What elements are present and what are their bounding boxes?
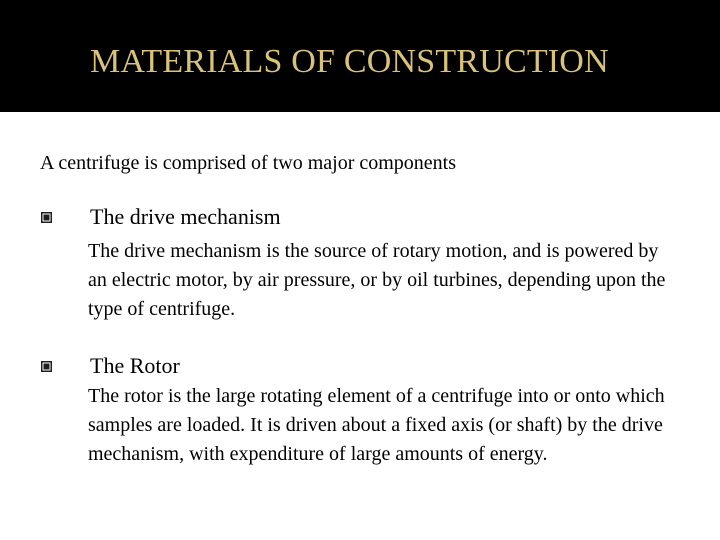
intro-text: A centrifuge is comprised of two major components xyxy=(40,152,457,174)
section-body-drive-mechanism: The drive mechanism is the source of rotary motion, and is powered by an electric motor, by air pressure, or by oil turbines, depending upon the type of centrifuge. xyxy=(88,240,666,320)
title-band xyxy=(0,0,720,112)
checkbox-bullet-icon xyxy=(41,361,52,372)
section-heading-drive-mechanism: The drive mechanism xyxy=(90,204,281,229)
section-heading-rotor: The Rotor xyxy=(90,353,180,378)
slide-title: MATERIALS OF CONSTRUCTION xyxy=(90,43,609,80)
checkbox-bullet-icon xyxy=(41,212,52,223)
section-body-rotor: The rotor is the large rotating element of a centrifuge into or onto which samples are loaded. It is driven about a fixed axis (or shaft) by the drive mechanism, with expenditure of large amounts of energy. xyxy=(88,385,665,465)
